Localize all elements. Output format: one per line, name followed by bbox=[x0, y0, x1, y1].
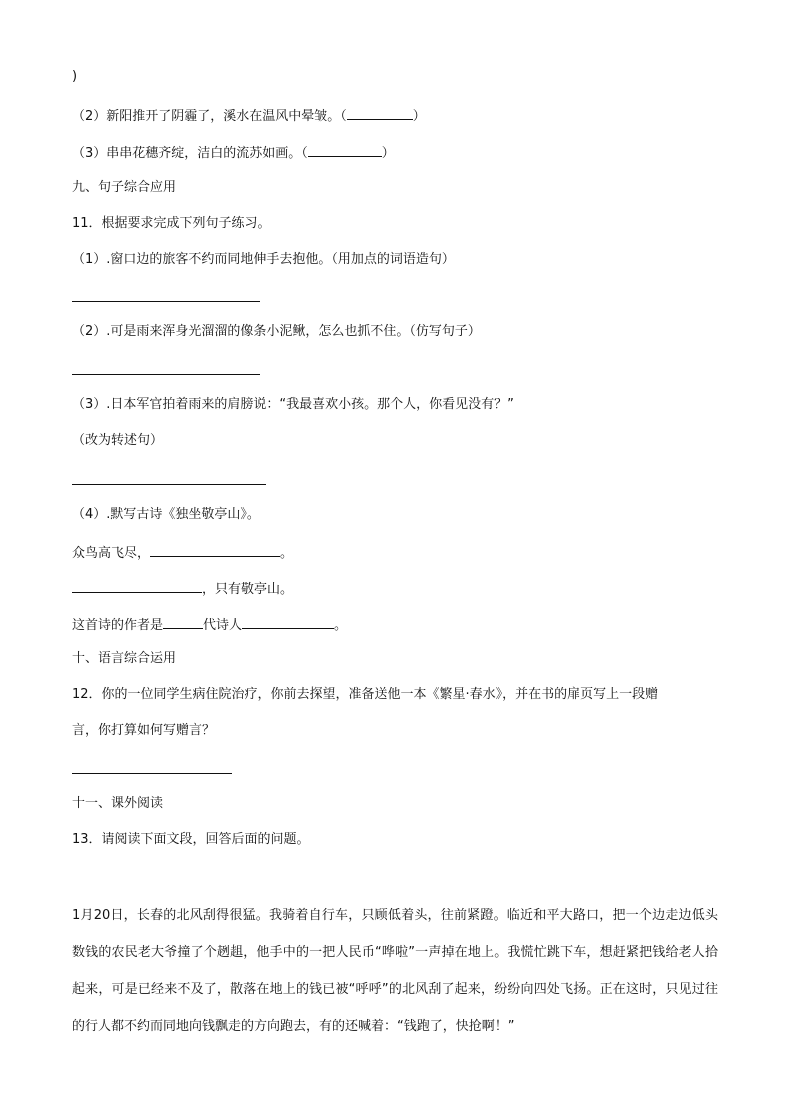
item-text: （3）串串花穗齐绽，洁白的流苏如画。（ bbox=[72, 146, 308, 161]
answer-line[interactable] bbox=[72, 773, 232, 774]
poem-line-2 bbox=[72, 578, 293, 599]
question-11-part-2: （2）.可是雨来浑身光溜溜的像条小泥鳅，怎么也抓不住。（仿写句子） bbox=[72, 324, 481, 339]
poem-text: ，只有敬亭山。 bbox=[202, 582, 294, 597]
poem-author-line bbox=[72, 614, 347, 635]
poem-text: 众鸟高飞尽， bbox=[72, 546, 151, 561]
reading-passage: 1月20日，长春的北风刮得很猛。我骑着自行车，只顾低着头，往前紧蹬。临近和平大路口，把一个边走边低头数钱的农民老大爷撞了个趔趄，他手中的一把人民币“哗啦”一声掉在地上。我慌忙跳下车，想赶紧把钱给老人拾起来，可是已经来不及了，散落在地上的钱已被“呼呼”的北风刮了起来，纷纷向四处飞扬。正在这时，只见过往的行人都不约而同地向钱飘走的方向跑去，有的还喊着：“钱跑了，快抢啊！” bbox=[72, 908, 718, 1034]
poet-blank[interactable] bbox=[242, 614, 334, 629]
question-12-line-2: 言，你打算如何写赠言？ bbox=[72, 723, 216, 738]
answer-line[interactable] bbox=[72, 484, 266, 485]
author-punct: 。 bbox=[334, 618, 348, 633]
question-10-item-2 bbox=[72, 105, 426, 126]
item-text: （2）新阳推开了阴霾了，溪水在温风中晕皱。（ bbox=[72, 109, 347, 124]
answer-line[interactable] bbox=[72, 374, 260, 375]
section-10-heading: 十、语言综合运用 bbox=[72, 651, 177, 666]
question-11-part-3-instruction: （改为转述句） bbox=[72, 433, 164, 448]
answer-blank[interactable] bbox=[72, 578, 202, 593]
poem-punct: 。 bbox=[280, 546, 294, 561]
question-11-stem: 11．根据要求完成下列句子练习。 bbox=[72, 216, 271, 231]
author-text: 这首诗的作者是 bbox=[72, 618, 164, 633]
question-13-stem: 13．请阅读下面文段，回答后面的问题。 bbox=[72, 832, 310, 847]
item-close: ） bbox=[381, 146, 395, 161]
answer-blank[interactable] bbox=[150, 542, 280, 557]
continued-paren: ) bbox=[72, 69, 78, 84]
question-11-part-1: （1）.窗口边的旅客不约而同地伸手去抱他。（用加点的词语造句） bbox=[72, 252, 455, 267]
section-11-heading: 十一、课外阅读 bbox=[72, 796, 164, 811]
question-12-line-1: 12．你的一位同学生病住院治疗，你前去探望，准备送他一本《繁星·春水》，并在书的扉页写上一段赠 bbox=[72, 687, 659, 702]
section-9-heading: 九、句子综合应用 bbox=[72, 180, 177, 195]
dynasty-blank[interactable] bbox=[163, 614, 203, 629]
item-close: ） bbox=[412, 109, 426, 124]
author-mid: 代诗人 bbox=[203, 618, 243, 633]
answer-blank[interactable] bbox=[347, 105, 413, 120]
question-10-item-3 bbox=[72, 142, 395, 163]
answer-line[interactable] bbox=[72, 301, 260, 302]
question-11-part-3: （3）.日本军官拍着雨来的肩膀说：“我最喜欢小孩。那个人，你看见没有？” bbox=[72, 397, 514, 412]
answer-blank[interactable] bbox=[308, 142, 382, 157]
poem-line-1 bbox=[72, 542, 293, 563]
question-11-part-4: （4）.默写古诗《独坐敬亭山》。 bbox=[72, 507, 260, 522]
